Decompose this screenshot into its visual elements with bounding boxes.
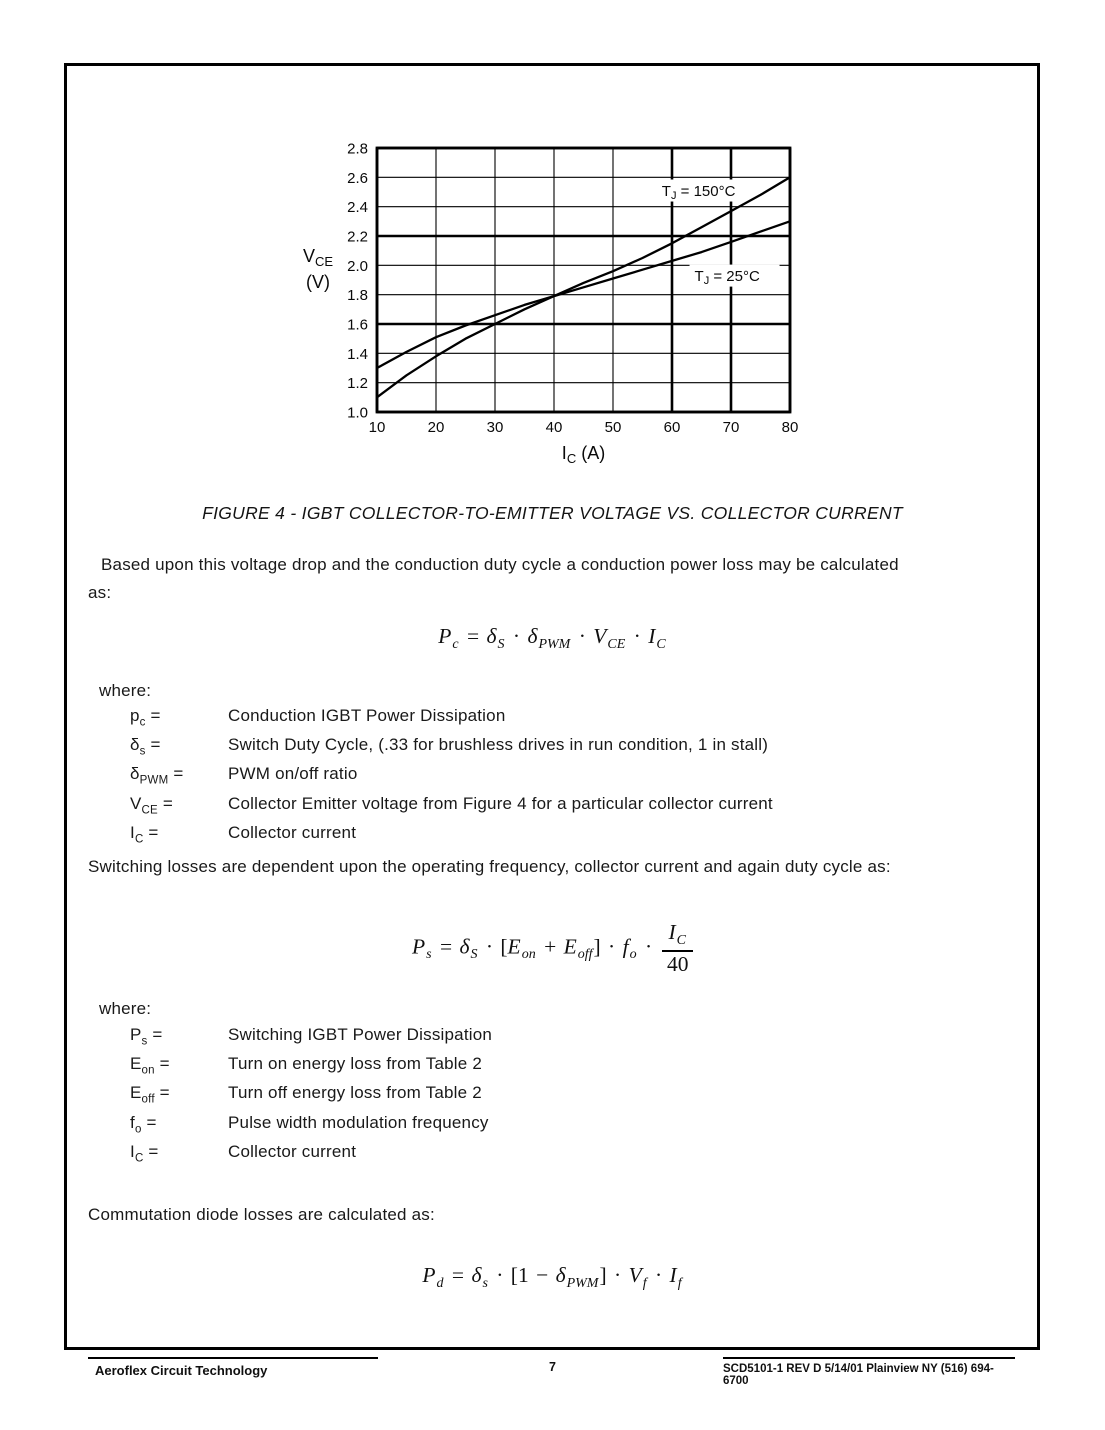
intro-paragraph <box>88 551 1028 606</box>
definition-row <box>130 1025 492 1054</box>
definition-row <box>130 1142 492 1171</box>
x-tick-label: 10 <box>368 419 386 436</box>
definition-term: $\delta_{PWM}$ = <box>130 764 184 787</box>
definition-description: PWM on/off ratio <box>228 764 358 784</box>
y-tick-label: 1.6 <box>347 316 368 334</box>
definition-term: $p_c$ = <box>130 706 161 729</box>
definition-description: Pulse width modulation frequency <box>228 1112 489 1132</box>
definition-description: Switching IGBT Power Dissipation <box>228 1025 493 1044</box>
x-tick-label: 40 <box>545 419 563 436</box>
definition-description: Conduction IGBT Power Dissipation <box>228 706 506 725</box>
definition-row <box>130 764 773 793</box>
definition-row <box>130 1054 492 1083</box>
fraction: $\frac{I_C}{40}$ <box>662 922 693 975</box>
y-tick-label: 2.6 <box>347 169 368 187</box>
footer-doc-id: SCD5101-1 REV D 5/14/01 Plainview NY (516) 694-6700 <box>723 1357 1015 1387</box>
definition-description: Collector current <box>228 1141 357 1161</box>
equation-diode-loss: $P_d = \delta_s \cdot [1 - \delta_{PWM}] \cdot V_f \cdot I_f$ <box>422 1263 682 1291</box>
definition-term: $V_{CE}$ = <box>130 793 173 816</box>
switching-paragraph: Switching losses are dependent upon the operating frequency, collector current and again duty cycle as: <box>88 857 891 876</box>
paragraph-line: as: <box>88 582 112 602</box>
definition-description: Turn on energy loss from Table 2 <box>228 1054 482 1074</box>
x-tick-label: 70 <box>722 419 740 436</box>
footer-company: Aeroflex Circuit Technology <box>88 1357 378 1378</box>
definition-list-switching <box>130 1025 492 1171</box>
y-tick-label: 2.4 <box>347 199 368 217</box>
equation-conduction-loss: $P_c = \delta_S \cdot \delta_{PWM} \cdot V_{CE} \cdot I_C$ <box>438 624 666 652</box>
definition-row <box>130 794 773 823</box>
y-tick-label: 1.8 <box>347 287 368 305</box>
x-tick-label: 20 <box>427 419 445 436</box>
definition-term: $\delta_s$ = <box>130 735 161 758</box>
y-tick-label: 2.2 <box>347 228 368 246</box>
x-tick-label: 80 <box>781 419 799 436</box>
definition-row <box>130 823 773 852</box>
where-label-2: where: <box>99 999 152 1018</box>
x-tick-label: 50 <box>604 419 622 436</box>
y-axis-title: $V_{CE}$ <box>302 246 334 269</box>
definition-term: $E_{on}$ = <box>130 1054 170 1077</box>
definition-description: Switch Duty Cycle, (.33 for brushless drives in run condition, 1 in stall) <box>228 735 769 755</box>
x-axis-title: $I_C$ (A) <box>561 443 606 466</box>
footer-page-number: 7 <box>549 1360 556 1374</box>
where-label-1: where: <box>99 681 152 700</box>
x-tick-label: 60 <box>663 419 681 436</box>
definition-term: $E_{off}$ = <box>130 1083 170 1106</box>
definition-list-conduction <box>130 706 773 852</box>
definition-row <box>130 1083 492 1112</box>
y-tick-label: 2.8 <box>347 140 368 158</box>
x-tick-label: 30 <box>486 419 504 436</box>
definition-description: Collector Emitter voltage from Figure 4 for a particular collector current <box>228 793 773 813</box>
definition-term: $I_C$ = <box>130 822 159 846</box>
series-label: $T_J = 25^\circ C$ <box>694 268 760 288</box>
series-label: $T_J = 150^\circ C$ <box>661 183 736 203</box>
y-tick-label: 1.0 <box>347 404 368 422</box>
definition-term: $I_C$ = <box>130 1141 159 1165</box>
y-tick-label: 1.2 <box>347 375 368 393</box>
definition-term: $f_o$ = <box>130 1112 157 1135</box>
definition-row <box>130 706 773 735</box>
definition-row <box>130 735 773 764</box>
commutation-paragraph: Commutation diode losses are calculated as: <box>88 1205 435 1224</box>
figure-caption: FIGURE 4 - IGBT COLLECTOR-TO-EMITTER VOLTAGE VS. COLLECTOR CURRENT <box>202 503 903 523</box>
definition-term: $P_s$ = <box>130 1025 163 1048</box>
definition-description: Turn off energy loss from Table 2 <box>228 1083 482 1103</box>
vce-vs-ic-chart <box>270 138 810 473</box>
y-tick-label: 1.4 <box>347 345 368 363</box>
definition-row <box>130 1113 492 1142</box>
y-axis-title-unit: (V) <box>306 272 330 292</box>
definition-description: Collector current <box>228 822 357 842</box>
y-tick-label: 2.0 <box>347 257 368 275</box>
equation-switching-loss: $P_s = \delta_S \cdot [E_{on} + E_{off}] \cdot f_o$ · $\frac{I_C}{40}$ <box>65 922 1040 975</box>
paragraph-line: Based upon this voltage drop and the conduction duty cycle a conduction power loss may be calculated <box>101 555 899 574</box>
